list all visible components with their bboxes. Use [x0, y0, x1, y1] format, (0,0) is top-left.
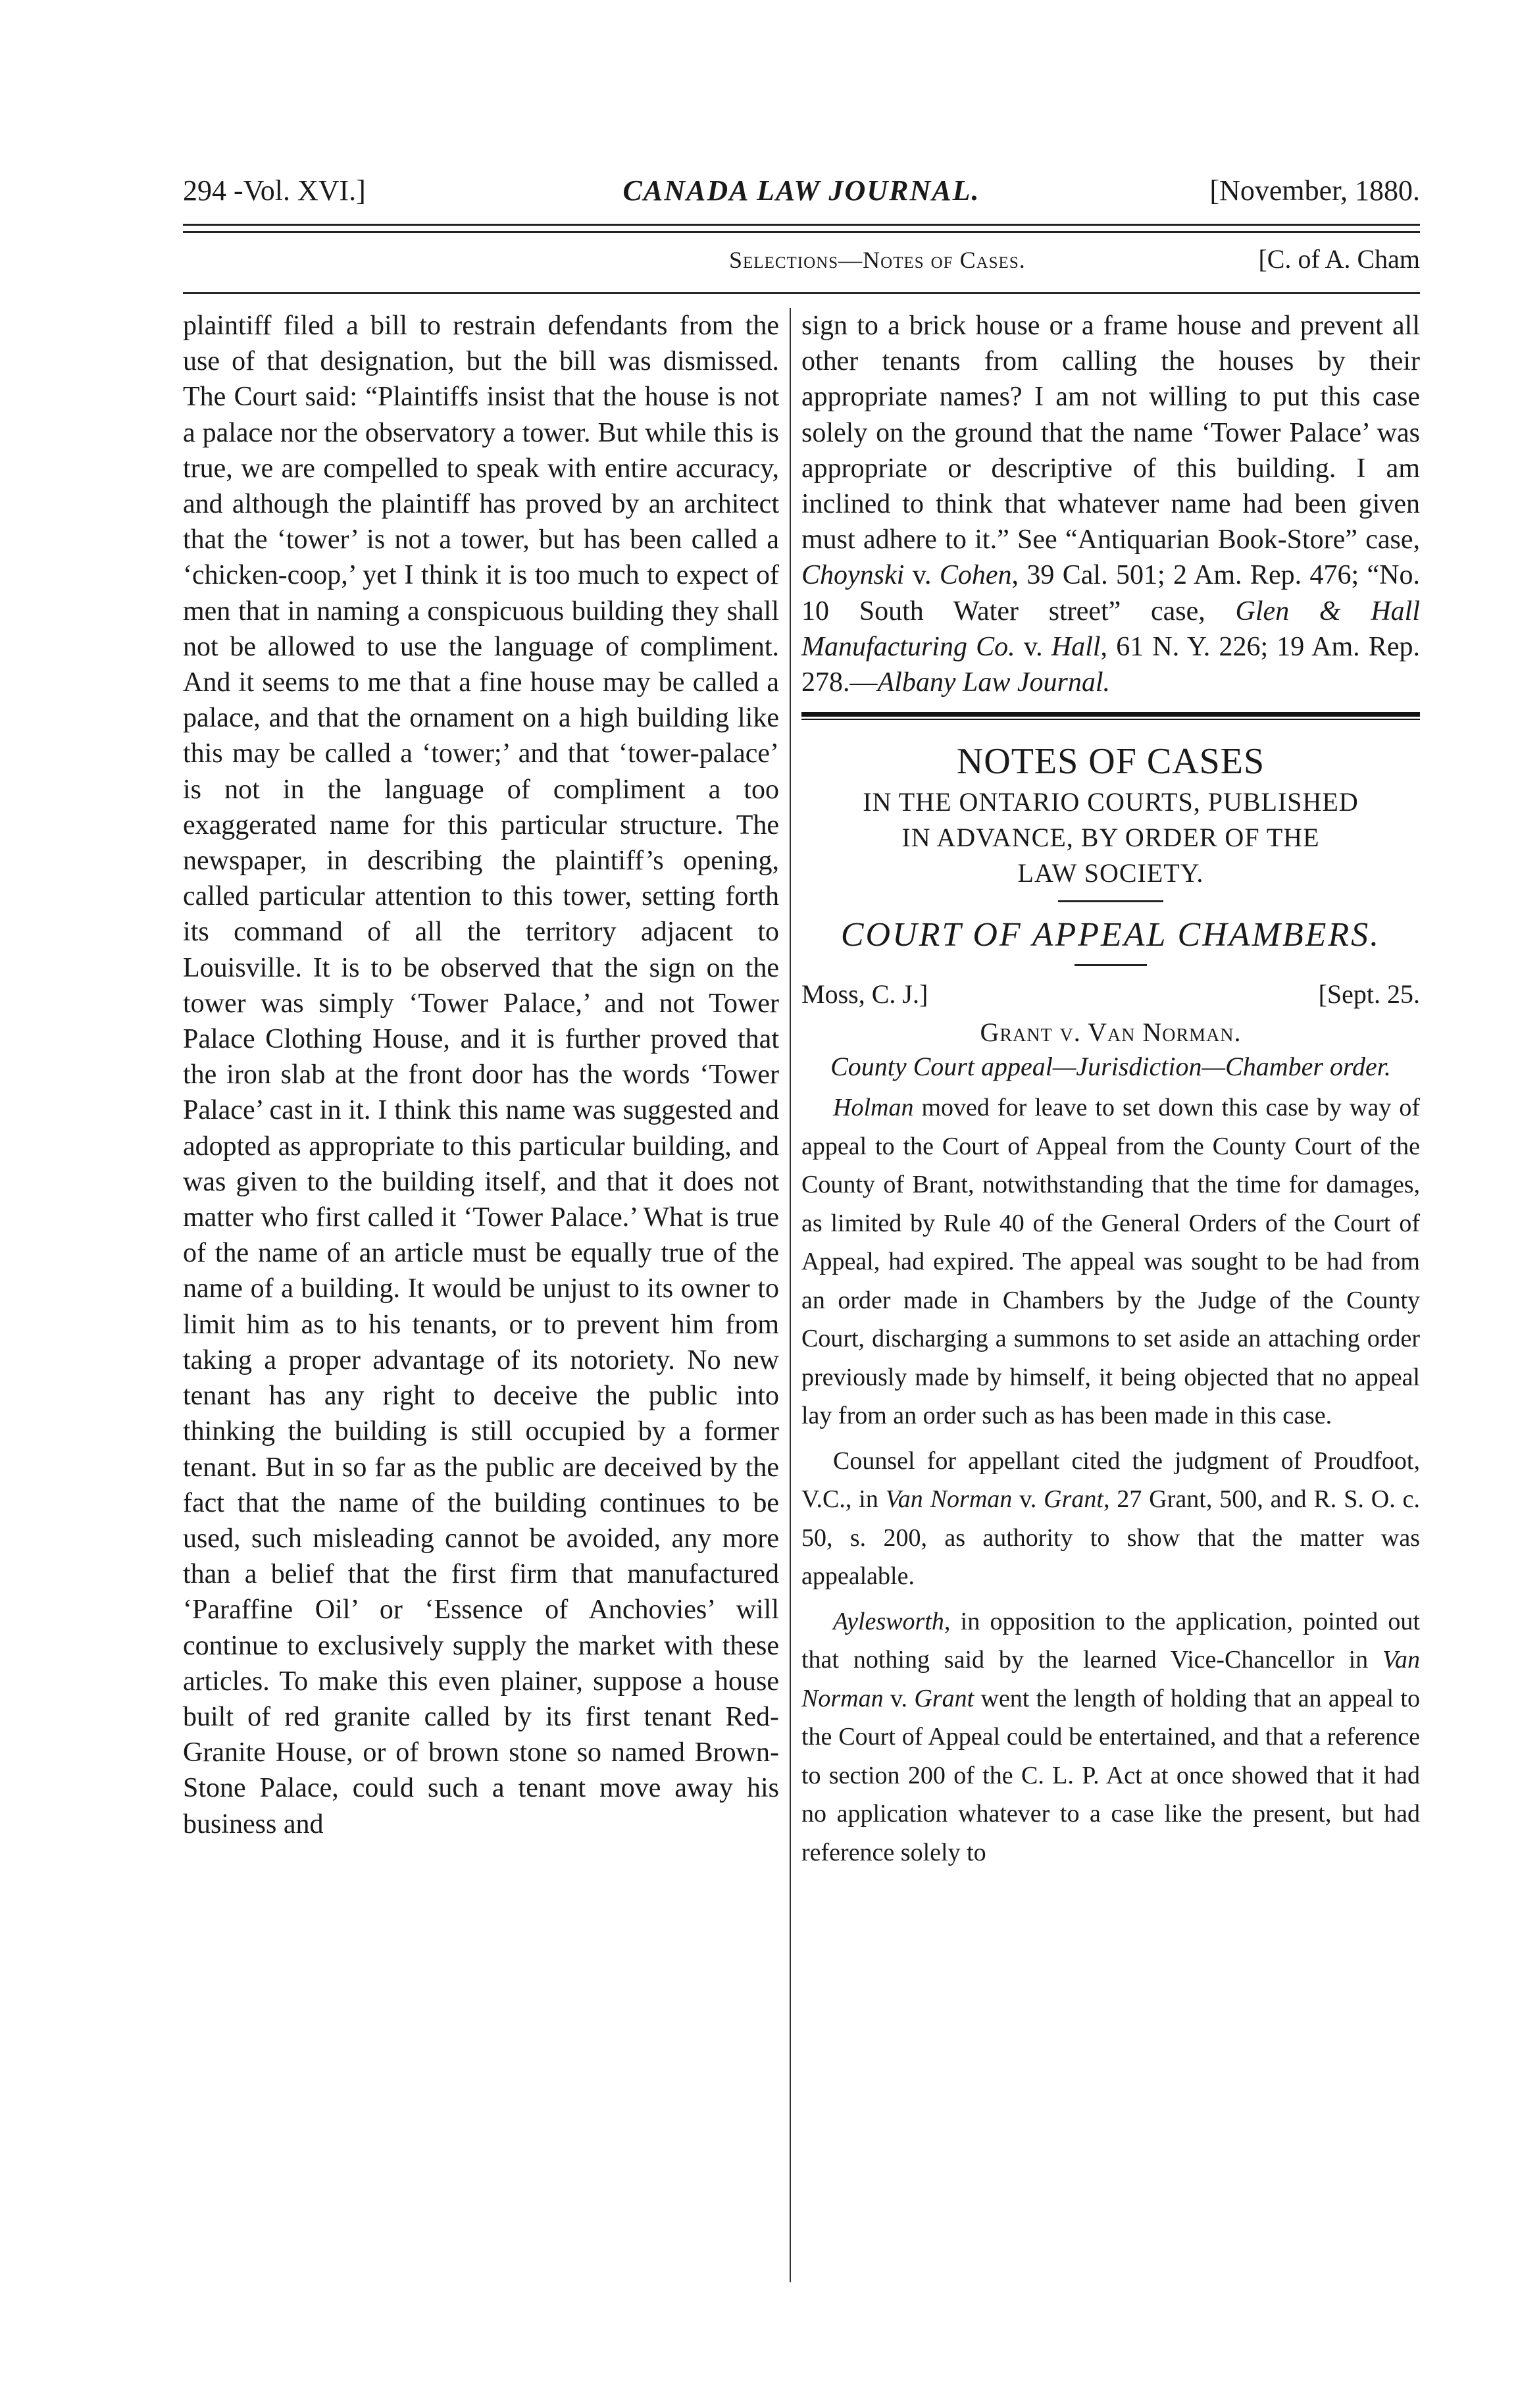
counsel-holman: Holman: [833, 1094, 914, 1122]
paragraph-2-text-a: Counsel for appellant cited the judgment of Proudfoot, V.C., in: [801, 1447, 1420, 1514]
short-rule: [1058, 900, 1163, 902]
continuation-text-3: , 39 Cal. 501; 2 Am. Rep. 476; “No. 10 South Water street” case,: [801, 560, 1420, 627]
right-column: [801, 308, 1420, 1878]
header-double-rule: [183, 224, 1420, 233]
section-header: [183, 243, 1420, 280]
notes-title: NOTES OF CASES: [956, 741, 1265, 782]
case-name-van-norman: Van Norman: [885, 1485, 1013, 1514]
case-name-glen-hall: Glen & Hall Manufacturing Co.: [801, 596, 1420, 662]
case-headnote: County Court appeal—Jurisdiction—Chamber order.: [830, 1052, 1391, 1082]
page-volume: 294 -Vol. XVI.]: [183, 174, 366, 207]
journal-title: CANADA LAW JOURNAL.: [622, 174, 980, 207]
paragraph-3-text-c: went the length of holding that an appeal to the Court of Appeal could be entertained, and that a reference to section 200 of the C. L. P. Act at once showed that it had no application whatever to a case like the present, but had reference solely to: [801, 1684, 1420, 1866]
case-paragraph-2: [801, 1442, 1420, 1596]
case-judge-date: [801, 977, 1420, 1015]
paragraph-1-text: moved for leave to set down this case by way of appeal to the Court of Appeal from the County Court of the County of Brant, notwithstanding that the time for damages, as limited by Rule 40 of the General Orders of the Court of Appeal, had expired. The appeal was sought to be had from an order made in Chambers by the Judge of the County Court, discharging a summons to set aside an attaching order previously made by himself, it being objected that no appeal lay from an order such as has been made in this case.: [801, 1094, 1420, 1430]
notes-subtitle-2: IN ADVANCE, BY ORDER OF THE: [901, 823, 1320, 853]
case-name-grant: Grant: [1044, 1485, 1103, 1514]
paragraph-3-text-a: , in opposition to the application, pointed out that nothing said by the learned Vice-Chancellor in: [801, 1607, 1420, 1674]
notes-subtitle-3: LAW SOCIETY.: [1017, 858, 1204, 888]
paragraph-3-text-b: v.: [883, 1684, 915, 1712]
continuation-text-2: v.: [904, 560, 940, 591]
running-header: [183, 174, 1420, 213]
notes-subtitle-1: IN THE ONTARIO COURTS, PUBLISHED: [863, 787, 1359, 817]
paragraph-2-text-b: v.: [1012, 1485, 1044, 1514]
case-name-grant-2: Grant: [914, 1684, 974, 1712]
continuation-text-4: v.: [1015, 631, 1051, 662]
case-name-choynski: Choynski: [801, 560, 905, 591]
column-divider: [790, 308, 791, 2282]
case-title: Grant v. Van Norman.: [980, 1017, 1242, 1048]
section-break-rule: [801, 712, 1420, 720]
continuation-paragraph: [801, 308, 1420, 700]
paragraph-2-text-c: , 27 Grant, 500, and R. S. O. c. 50, s. 200, as authority to show that the matter was appealable.: [801, 1485, 1420, 1591]
short-rule-2: [1075, 964, 1147, 966]
court-title: COURT OF APPEAL CHAMBERS.: [840, 916, 1381, 954]
continuation-text-1: sign to a brick house or a frame house and prevent all other tenants from calling the houses by their appropriate names? I am not willing to put this case solely on the ground that the name ‘Tower Palace’ was appropriate or descriptive of this building. I am inclined to think that whatever name had been given must adhere to it.” See “Antiquarian Book-Store” case,: [801, 311, 1420, 555]
case-paragraph-3: [801, 1602, 1420, 1872]
section-court: [C. of A. Cham: [1258, 244, 1420, 274]
case-paragraph-1: [801, 1089, 1420, 1435]
case-name-cohen: Cohen: [939, 560, 1012, 591]
case-judge: Moss, C. J.]: [801, 979, 928, 1010]
section-rule: [183, 292, 1420, 294]
continuation-text-5: , 61 N. Y. 226; 19 Am. Rep. 278.—: [801, 631, 1421, 698]
section-title: Selections—Notes of Cases.: [729, 247, 1026, 273]
case-name-van-norman-2: Van Norman: [801, 1646, 1420, 1712]
case-name-hall: Hall: [1051, 631, 1101, 662]
left-column: [183, 308, 779, 1842]
counsel-aylesworth: Aylesworth: [833, 1607, 944, 1635]
left-column-text: plaintiff filed a bill to restrain defendants from the use of that designation, but the bill was dismissed. The Court said: “Plaintiffs insist that the house is not a palace nor the observatory a tower. But while this is true, we are compelled to speak with entire accuracy, and although the plaintiff has proved by an architect that the ‘tower’ is not a tower, but has been called a ‘chicken-coop,’ yet I think it is too much to expect of men that in naming a conspicuous building they shall not be allowed to use the language of compliment. And it seems to me that a fine house may be called a palace, and that the ornament on a high building like this may be called a ‘tower;’ and that ‘tower-palace’ is not in the language of compliment a too exaggerated name for this particular structure. The newspaper, in describing the plaintiff’s opening, called particular attention to this tower, setting forth its command of all the territory adjacent to Louisville. It is to be observed that the sign on the tower was simply ‘Tower Palace,’ and not Tower Palace Clothing House, and it is further proved that the iron slab at the front door has the words ‘Tower Palace’ cast in it. I think this name was suggested and adopted as appropriate to this particular building, and was given to the building itself, and that it does not matter who first called it ‘Tower Palace.’ What is true of the name of an article must be equally true of the name of a building. It would be unjust to its owner to limit him as to his tenants, or to prevent him from taking a proper advantage of its notoriety. No new tenant has any right to deceive the public into thinking the building is still occupied by a former tenant. But in so far as the public are deceived by the fact that the name of the building continues to be used, such misleading cannot be avoided, any more than a belief that the first firm that manufactured ‘Paraffine Oil’ or ‘Essence of Anchovies’ will continue to exclusively supply the market with these articles. To make this even plainer, suppose a house built of red granite called by its first tenant Red-Granite House, or of brown stone so named Brown-Stone Palace, could such a tenant move away his business and: [183, 311, 779, 1839]
case-date: [Sept. 25.: [1318, 979, 1420, 1010]
issue-date: [November, 1880.: [1209, 174, 1420, 207]
source-albany-law-journal: Albany Law Journal.: [877, 667, 1110, 698]
